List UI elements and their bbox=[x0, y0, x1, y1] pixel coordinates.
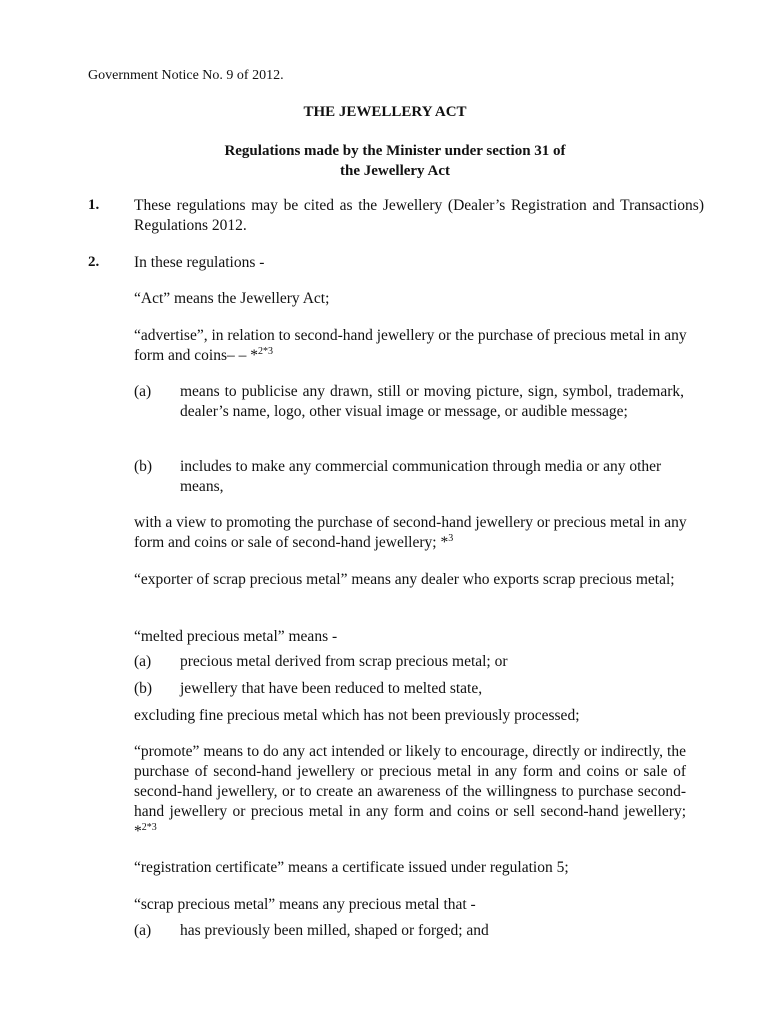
definition-registration-certificate: “registration certificate” means a certificate issued under regulation 5; bbox=[134, 859, 569, 876]
definition-scrap-intro: “scrap precious metal” means any precious metal that - bbox=[134, 896, 476, 913]
melted-closing: excluding fine precious metal which has not been previously processed; bbox=[134, 707, 580, 724]
regulation-1-text: These regulations may be cited as the Jewellery (Dealer’s Registration and Transactions) Regulations 2012. bbox=[134, 197, 704, 234]
government-notice: Government Notice No. 9 of 2012. bbox=[88, 68, 284, 83]
subtitle-line-2: the Jewellery Act bbox=[340, 163, 450, 179]
promote-text: “promote” means to do any act intended or likely to encourage, directly or indirectly, the purchase of second-hand jewellery or precious metal in any form and coins or sale of second-hand jewellery, or to create an awareness of the willingness to purchase second-hand jewellery or precious metal in any form and coins or sell second-hand jewellery; * bbox=[134, 743, 686, 840]
definition-melted-intro: “melted precious metal” means - bbox=[134, 628, 338, 645]
melted-item-a-text: precious metal derived from scrap precious metal; or bbox=[180, 653, 508, 670]
subtitle-line-1: Regulations made by the Minister under section 31 of bbox=[224, 143, 566, 159]
definition-advertise bbox=[134, 326, 694, 366]
melted-item-b-text: jewellery that have been reduced to melted state, bbox=[180, 680, 483, 697]
advertise-closing-text: with a view to promoting the purchase of second-hand jewellery or precious metal in any form and coins or sale of second-hand jewellery; * bbox=[134, 514, 687, 551]
advertise-item-a-text: means to publicise any drawn, still or moving picture, sign, symbol, trademark, dealer’s name, logo, other visual image or message, or audible message; bbox=[180, 383, 684, 420]
advertise-item-a-label: (a) bbox=[134, 383, 152, 400]
scrap-item-a-label: (a) bbox=[134, 922, 152, 939]
advertise-item-b-text: includes to make any commercial communication through media or any other means, bbox=[180, 458, 662, 495]
definition-promote bbox=[134, 742, 686, 842]
advertise-closing bbox=[134, 513, 694, 553]
advertise-closing-footnote: 3 bbox=[448, 532, 454, 544]
regulation-1-number: 1. bbox=[88, 197, 100, 213]
regulations-subtitle bbox=[150, 141, 640, 181]
advertise-item-b-label: (b) bbox=[134, 458, 153, 475]
regulation-2-number: 2. bbox=[88, 254, 100, 270]
melted-item-a-label: (a) bbox=[134, 653, 152, 670]
definition-act: “Act” means the Jewellery Act; bbox=[134, 290, 330, 307]
advertise-footnote: 2*3 bbox=[257, 345, 273, 357]
melted-item-b-label: (b) bbox=[134, 680, 153, 697]
scrap-item-a-text: has previously been milled, shaped or forged; and bbox=[180, 922, 489, 939]
promote-footnote: 2*3 bbox=[141, 821, 157, 833]
advertise-text: “advertise”, in relation to second-hand jewellery or the purchase of precious metal in any form and coins– – * bbox=[134, 327, 687, 364]
act-title: THE JEWELLERY ACT bbox=[303, 104, 467, 120]
definition-exporter: “exporter of scrap precious metal” means any dealer who exports scrap precious metal; bbox=[134, 571, 675, 588]
regulation-2-intro: In these regulations - bbox=[134, 254, 265, 271]
